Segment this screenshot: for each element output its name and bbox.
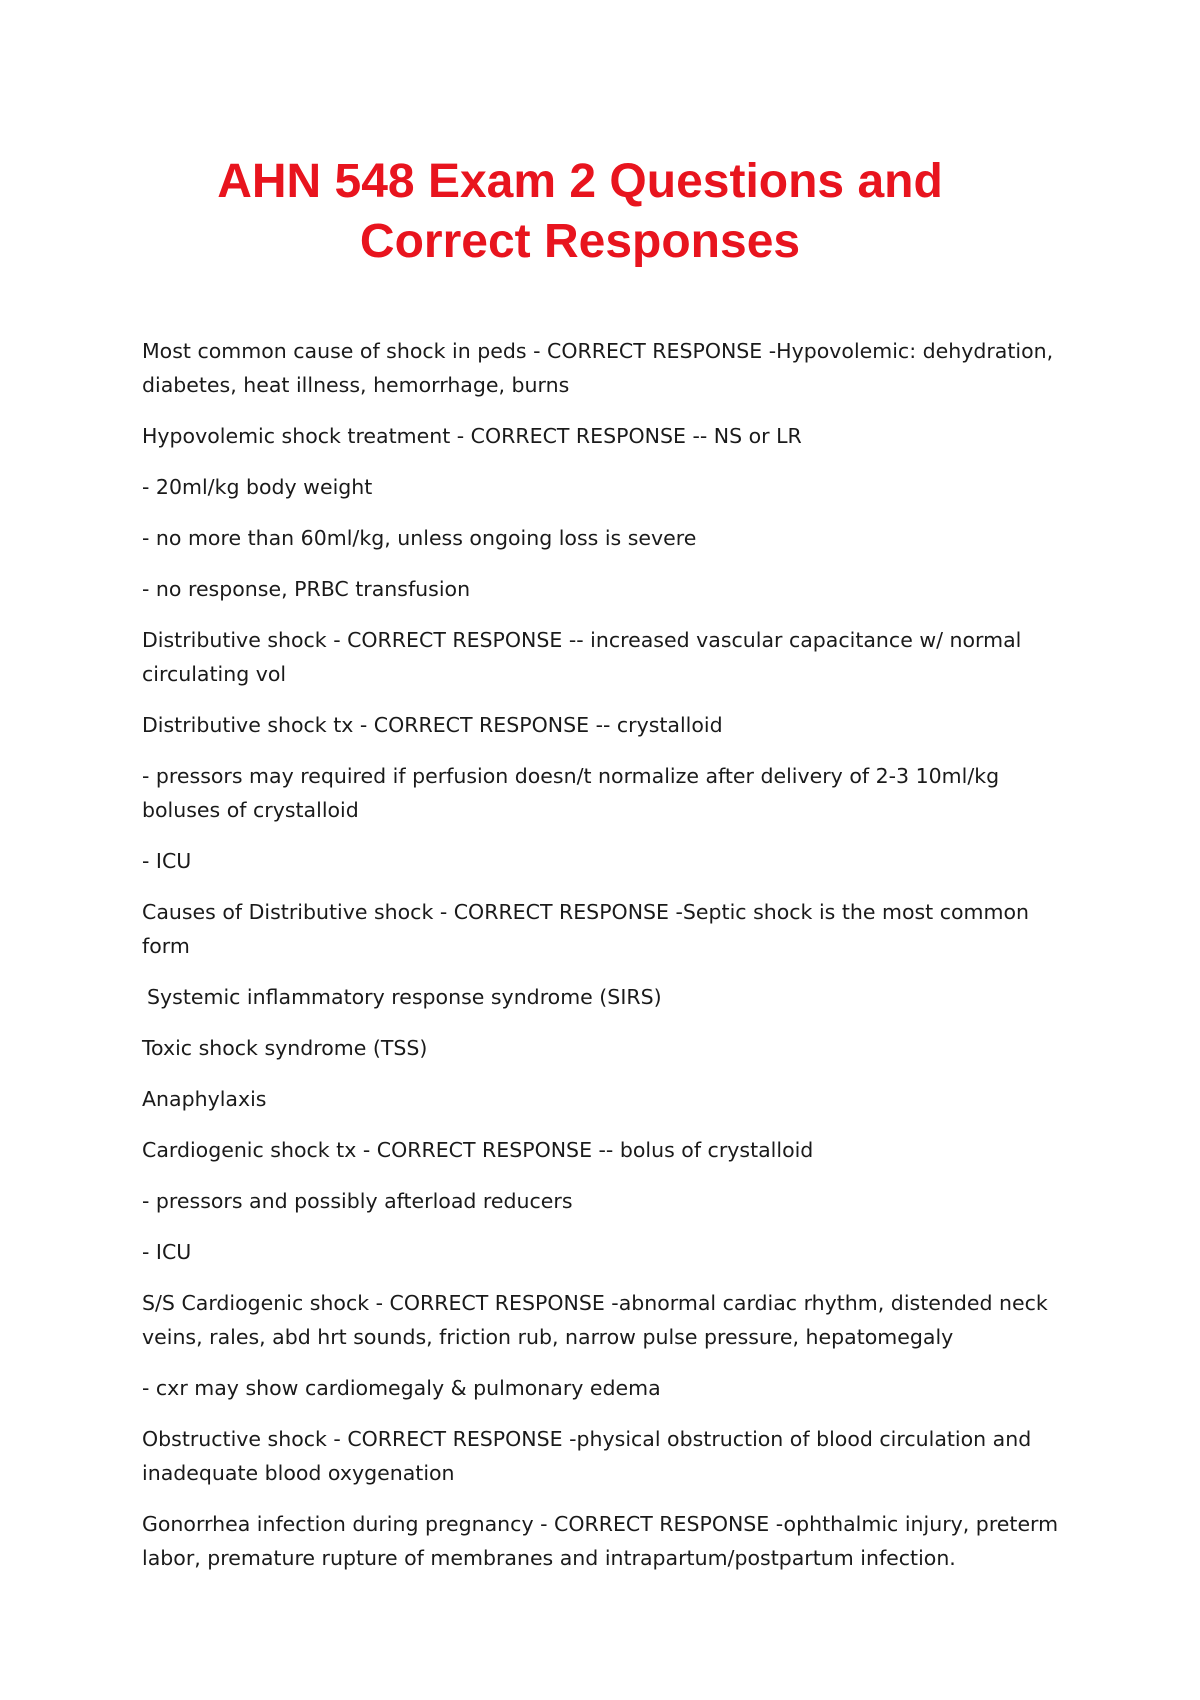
paragraph-7: Distributive shock tx - CORRECT RESPONSE -- crystalloid xyxy=(142,713,723,737)
paragraph-2: Hypovolemic shock treatment - CORRECT RESPONSE -- NS or LR xyxy=(142,424,802,448)
paragraph-10: Causes of Distributive shock - CORRECT RESPONSE -Septic shock is the most common form xyxy=(142,900,1030,958)
document-title-line-1: AHN 548 Exam 2 Questions and xyxy=(217,155,943,208)
document-title-line-2: Correct Responses xyxy=(359,215,801,268)
paragraph-11: Systemic inflammatory response syndrome (SIRS) xyxy=(147,985,662,1009)
paragraph-8: - pressors may required if perfusion doesn/t normalize after delivery of 2-3 10ml/kg boluses of crystalloid xyxy=(142,764,1000,822)
paragraph-14: Cardiogenic shock tx - CORRECT RESPONSE -- bolus of crystalloid xyxy=(142,1138,814,1162)
paragraph-9: - ICU xyxy=(142,849,192,873)
paragraph-17: S/S Cardiogenic shock - CORRECT RESPONSE -abnormal cardiac rhythm, distended neck veins, rales, abd hrt sounds, friction rub, narrow pulse pressure, hepatomegaly xyxy=(142,1291,1048,1349)
paragraph-13: Anaphylaxis xyxy=(142,1087,267,1111)
paragraph-1: Most common cause of shock in peds - CORRECT RESPONSE -Hypovolemic: dehydration, diabetes, heat illness, hemorrhage, burns xyxy=(142,339,1054,397)
paragraph-15: - pressors and possibly afterload reducers xyxy=(142,1189,573,1213)
paragraph-3: - 20ml/kg body weight xyxy=(142,475,373,499)
paragraph-5: - no response, PRBC transfusion xyxy=(142,577,471,601)
document-body xyxy=(142,334,1072,1592)
document-title xyxy=(150,152,1010,272)
paragraph-12: Toxic shock syndrome (TSS) xyxy=(142,1036,428,1060)
paragraph-18: - cxr may show cardiomegaly & pulmonary edema xyxy=(142,1376,661,1400)
paragraph-6: Distributive shock - CORRECT RESPONSE -- increased vascular capacitance w/ normal circulating vol xyxy=(142,628,1022,686)
paragraph-4: - no more than 60ml/kg, unless ongoing loss is severe xyxy=(142,526,697,550)
paragraph-19: Obstructive shock - CORRECT RESPONSE -physical obstruction of blood circulation and inadequate blood oxygenation xyxy=(142,1427,1032,1485)
paragraph-20: Gonorrhea infection during pregnancy - CORRECT RESPONSE -ophthalmic injury, preterm labor, premature rupture of membranes and intrapartum/postpartum infection. xyxy=(142,1512,1059,1570)
paragraph-16: - ICU xyxy=(142,1240,192,1264)
